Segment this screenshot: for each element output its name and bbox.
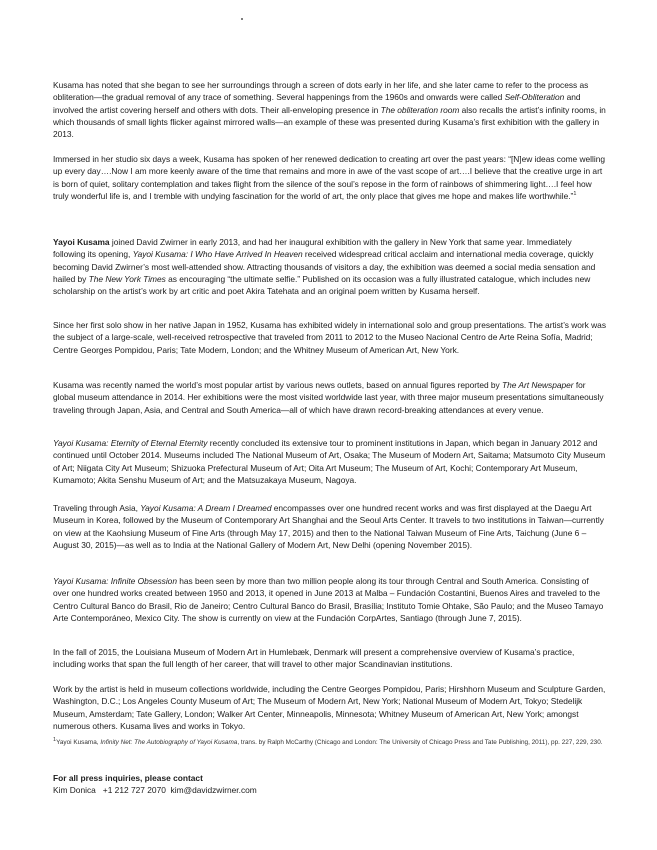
text-run: Since her first solo show in her native Japan in 1952, Kusama has exhibited widely in international solo and group presentations. The artist’s work was the subject of a large-scale, well-received retrospective that traveled from 2011 to 2012 to the Museo Nacional Centro de Arte Reina Sofía, Madrid; Centre Georges Pompidou, Paris; Tate Modern, London; and the Whitney Museum of American Art, New York. bbox=[53, 320, 606, 355]
paragraph-joined-zwirner bbox=[53, 236, 606, 297]
text-run: In the fall of 2015, the Louisiana Museum of Modern Art in Humlebæk, Denmark will present a comprehensive overview of Kusama’s practice, including works that span the full length of her career, that will travel to other major Scandinavian institutions. bbox=[53, 647, 575, 670]
italic-title: Infinity Net: The Autobiography of Yayoi Kusama bbox=[100, 739, 238, 746]
italic-title: The Art Newspaper bbox=[502, 380, 574, 390]
text-run: , trans. by Ralph McCarthy (Chicago and London: The University of Chicago Press and Tate Publishing, 2011), pp. 227, 229, 230. bbox=[237, 739, 603, 746]
text-run: Kusama has noted that she began to see her surroundings through a screen of dots early in her life, and she later came to refer to the process as obliteration—the gradual removal of any trace of something. Several happenings from the 1960s and onwards were called bbox=[53, 80, 589, 103]
press-contact bbox=[53, 772, 606, 796]
italic-title: Yayoi Kusama: I Who Have Arrived In Heaven bbox=[132, 249, 303, 260]
italic-title: The obliteration room bbox=[380, 104, 460, 115]
footnote bbox=[53, 738, 606, 748]
italic-title: Self-Obliteration bbox=[504, 92, 565, 103]
text-run: Immersed in her studio six days a week, Kusama has spoken of her renewed dedication to creating art over the past years: “[N]ew ideas come welling up every day….Now I am more keenly aware of the time that remains and more in awe of the vast scope of art….I believe that the creative urge in art is born of quiet, solitary contemplation and takes flight from the silence of the soul’s repose in the form of rainbows of shimmering light….I feel how truly wonderful life is, and I tremble with undying fascination for the world of art, the only place that gives me hope and makes life worthwhile.” bbox=[53, 154, 605, 201]
text-run: also recalls the artist’s infinity rooms, in which thousands of small lights flicker against mirrored walls—an example of these was presented during Kusama’s first exhibition with the gallery in 2013. bbox=[53, 104, 606, 140]
text-run: has been seen by more than two million people along its tour through Central and South America. Consisting of over one hundred works created between 1950 and 2013, it opened in June 2013 at Malba – Fundación Costantini, Buenos Aires and traveled to the Centro Cultural Banco do Brasil, Rio de Janeiro; Centro Cultural Banco do Brasil, Brasília; Instituto Tomie Ohtake, São Paulo; and the Museo Tamayo Arte Contemporáneo, Mexico City. The show is currently on view at the Fundación CorpArtes, Santiago (through June 7, 2015). bbox=[53, 576, 604, 623]
bold-name: Yayoi Kusama bbox=[53, 237, 110, 247]
italic-title: Yayoi Kusama: Eternity of Eternal Eternity bbox=[53, 438, 208, 448]
footnote-ref: 1 bbox=[573, 191, 577, 198]
italic-title: Yayoi Kusama: Infinite Obsession bbox=[53, 576, 177, 586]
paragraph-dream-tour bbox=[53, 502, 606, 551]
paragraph-studio-quote bbox=[53, 153, 606, 202]
top-mark bbox=[241, 18, 243, 20]
text-run: Kusama was recently named the world’s most popular artist by various news outlets, based on annual figures reported by bbox=[53, 380, 503, 390]
text-run: Work by the artist is held in museum collections worldwide, including the Centre Georges Pompidou, Paris; Hirshhorn Museum and Sculpture Garden, Washington, D.C.; Los Angeles County Museum of Art; The Museum of Modern Art, New York; National Museum of Modern Art, Tokyo; Stedelijk Museum, Amsterdam; Tate Gallery, London; Walker Art Center, Minneapolis, Minnesota; Whitney Museum of American Art, New York; amongst numerous others. Kusama lives and works in Tokyo. bbox=[53, 684, 606, 731]
paragraph-collections bbox=[53, 683, 606, 732]
text-run: Yayoi Kusama, bbox=[56, 739, 101, 746]
paragraph-obliteration bbox=[53, 79, 606, 140]
text-run: received widespread critical acclaim and international media coverage, quickly becoming David Zwirner’s most well-attended show. Attracting thousands of visitors a day, the exhibition was deemed a social media sensation and hailed by bbox=[53, 249, 596, 284]
italic-title: Yayoi Kusama: A Dream I Dreamed bbox=[140, 503, 272, 513]
text-run: recently concluded its extensive tour to prominent institutions in Japan, which began in January 2012 and continued until October 2014. Museums included The National Museum of Art, Osaka; The Museum of Modern Art, Saitama; Matsumoto City Museum of Art; Niigata City Art Museum; Shizuoka Prefectural Museum of Art; Oita Art Museum; The Museum of Art, Kochi; Contemporary Art Museum, Kumamoto; Akita Senshu Museum of Art; and the Matsuzakaya Museum, Nagoya. bbox=[53, 438, 606, 485]
contact-line: Kim Donica +1 212 727 2070 kim@davidzwirner.com bbox=[53, 785, 257, 795]
text-run: Traveling through Asia, bbox=[53, 503, 141, 513]
text-run: as encouraging “the ultimate selfie.” Published on its occasion was a fully illustrated catalogue, which includes new scholarship on the artist’s work by art critic and poet Akira Tatehata and an original poem written by Kusama herself. bbox=[53, 273, 591, 297]
paragraph-eternity-tour bbox=[53, 437, 606, 486]
text-run: and involved the artist covering herself and others with dots. Their all-enveloping presence in bbox=[53, 92, 581, 115]
text-run: for global museum attendance in 2014. Her exhibitions were the most visited worldwide last year, with three major museum presentations simultaneously traveling through Japan, Asia, and Central and South America—all of which have drawn record-breaking attendances at every venue. bbox=[53, 380, 604, 415]
paragraph-infinite-obsession bbox=[53, 575, 606, 624]
paragraph-louisiana bbox=[53, 646, 606, 671]
contact-title: For all press inquiries, please contact bbox=[53, 773, 203, 783]
text-run: joined David Zwirner in early 2013, and had her inaugural exhibition with the gallery in New York that same year. Immediately following its opening, bbox=[53, 237, 572, 260]
paragraph-solo-shows bbox=[53, 319, 606, 356]
italic-title: The New York Times bbox=[88, 273, 166, 284]
text-run: encompasses over one hundred recent works and was first displayed at the Daegu Art Museum in Korea, followed by the Museum of Contemporary Art Shanghai and the Seoul Arts Center. It travels to two institutions in Taiwan—currently on view at the Kaohsiung Museum of Fine Arts (through May 17, 2015) and then to the National Taiwan Museum of Fine Arts, Taichung (June 6 – August 30, 2015)—as well as to India at the National Gallery of Modern Art, New Delhi (opening November 2015). bbox=[53, 503, 604, 550]
paragraph-most-popular bbox=[53, 379, 606, 416]
footnote-ref: 1 bbox=[53, 736, 57, 743]
